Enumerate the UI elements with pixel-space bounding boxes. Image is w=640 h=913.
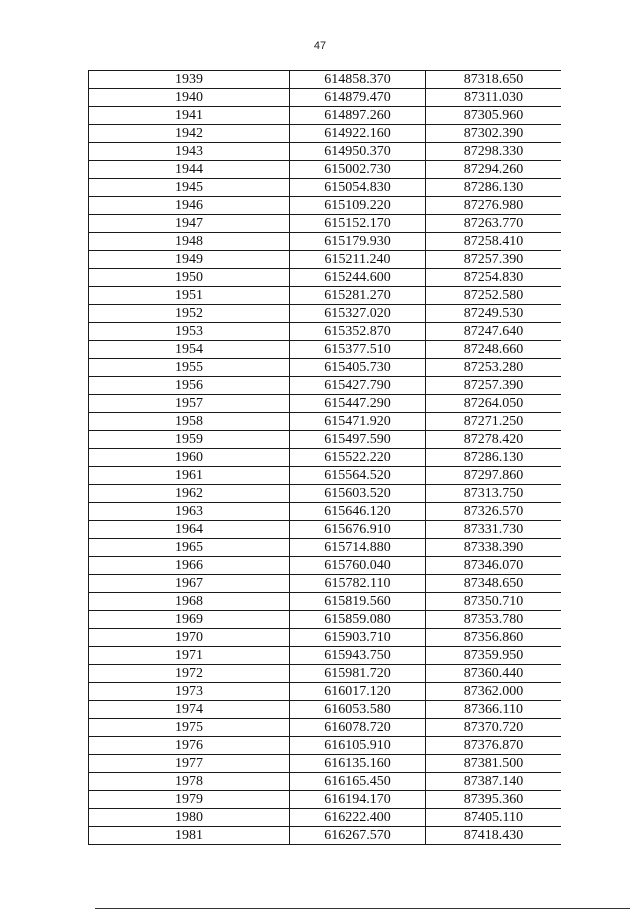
value-a-cell: 615281.270 [290,287,426,305]
value-a-cell: 615109.220 [290,197,426,215]
value-b-cell: 87350.710 [426,593,562,611]
table-row [89,287,562,305]
year-cell: 1980 [89,809,290,827]
year-cell: 1965 [89,539,290,557]
value-a-cell: 615981.720 [290,665,426,683]
year-cell: 1981 [89,827,290,845]
year-cell: 1978 [89,773,290,791]
year-cell: 1943 [89,143,290,161]
value-b-cell: 87258.410 [426,233,562,251]
table-row [89,413,562,431]
value-b-cell: 87370.720 [426,719,562,737]
value-a-cell: 615903.710 [290,629,426,647]
value-b-cell: 87353.780 [426,611,562,629]
year-cell: 1975 [89,719,290,737]
table-row [89,431,562,449]
value-a-cell: 615564.520 [290,467,426,485]
year-cell: 1966 [89,557,290,575]
table-row [89,701,562,719]
value-a-cell: 615782.110 [290,575,426,593]
table-row [89,341,562,359]
value-a-cell: 615497.590 [290,431,426,449]
value-a-cell: 616194.170 [290,791,426,809]
table-body [89,71,562,845]
value-a-cell: 615405.730 [290,359,426,377]
year-cell: 1972 [89,665,290,683]
value-b-cell: 87356.860 [426,629,562,647]
value-b-cell: 87249.530 [426,305,562,323]
value-b-cell: 87271.250 [426,413,562,431]
value-b-cell: 87360.440 [426,665,562,683]
value-b-cell: 87313.750 [426,485,562,503]
value-b-cell: 87346.070 [426,557,562,575]
table-row [89,593,562,611]
value-b-cell: 87302.390 [426,125,562,143]
table-row [89,215,562,233]
year-cell: 1940 [89,89,290,107]
year-cell: 1951 [89,287,290,305]
value-a-cell: 615054.830 [290,179,426,197]
value-a-cell: 614897.260 [290,107,426,125]
table-row [89,665,562,683]
value-a-cell: 616267.570 [290,827,426,845]
value-b-cell: 87257.390 [426,377,562,395]
table-row [89,755,562,773]
table-row [89,611,562,629]
value-a-cell: 615646.120 [290,503,426,521]
year-cell: 1955 [89,359,290,377]
year-cell: 1954 [89,341,290,359]
value-b-cell: 87257.390 [426,251,562,269]
value-a-cell: 615859.080 [290,611,426,629]
value-a-cell: 615943.750 [290,647,426,665]
value-a-cell: 616105.910 [290,737,426,755]
value-b-cell: 87326.570 [426,503,562,521]
table-row [89,629,562,647]
year-cell: 1945 [89,179,290,197]
year-cell: 1973 [89,683,290,701]
year-cell: 1946 [89,197,290,215]
table-row [89,197,562,215]
table-row [89,359,562,377]
table-row [89,647,562,665]
year-cell: 1971 [89,647,290,665]
value-b-cell: 87338.390 [426,539,562,557]
table-row [89,575,562,593]
year-cell: 1963 [89,503,290,521]
year-cell: 1957 [89,395,290,413]
value-a-cell: 616053.580 [290,701,426,719]
bottom-rule [95,908,630,909]
value-a-cell: 615447.290 [290,395,426,413]
year-cell: 1960 [89,449,290,467]
value-b-cell: 87252.580 [426,287,562,305]
table-row [89,503,562,521]
table-row [89,395,562,413]
value-a-cell: 615676.910 [290,521,426,539]
table-row [89,251,562,269]
year-cell: 1977 [89,755,290,773]
value-a-cell: 615714.880 [290,539,426,557]
year-cell: 1941 [89,107,290,125]
year-cell: 1967 [89,575,290,593]
table-row [89,683,562,701]
table-row [89,449,562,467]
value-b-cell: 87253.280 [426,359,562,377]
table-row [89,809,562,827]
year-cell: 1969 [89,611,290,629]
value-b-cell: 87366.110 [426,701,562,719]
page-number: 47 [313,40,327,52]
value-a-cell: 614879.470 [290,89,426,107]
table-row [89,737,562,755]
year-cell: 1968 [89,593,290,611]
year-cell: 1952 [89,305,290,323]
value-b-cell: 87276.980 [426,197,562,215]
value-a-cell: 616222.400 [290,809,426,827]
table-row [89,467,562,485]
value-a-cell: 615471.920 [290,413,426,431]
year-cell: 1961 [89,467,290,485]
value-b-cell: 87297.860 [426,467,562,485]
table-row [89,719,562,737]
value-a-cell: 615244.600 [290,269,426,287]
value-a-cell: 615377.510 [290,341,426,359]
year-cell: 1956 [89,377,290,395]
value-b-cell: 87294.260 [426,161,562,179]
value-a-cell: 615211.240 [290,251,426,269]
value-b-cell: 87418.430 [426,827,562,845]
table-row [89,521,562,539]
table-row [89,377,562,395]
value-a-cell: 615179.930 [290,233,426,251]
value-a-cell: 615522.220 [290,449,426,467]
table-row [89,791,562,809]
value-b-cell: 87298.330 [426,143,562,161]
value-b-cell: 87305.960 [426,107,562,125]
table-row [89,305,562,323]
value-a-cell: 615352.870 [290,323,426,341]
year-cell: 1959 [89,431,290,449]
value-a-cell: 615819.560 [290,593,426,611]
value-a-cell: 615002.730 [290,161,426,179]
table-row [89,71,562,89]
table-row [89,179,562,197]
value-b-cell: 87362.000 [426,683,562,701]
value-b-cell: 87254.830 [426,269,562,287]
value-b-cell: 87318.650 [426,71,562,89]
year-cell: 1947 [89,215,290,233]
value-a-cell: 615327.020 [290,305,426,323]
value-b-cell: 87405.110 [426,809,562,827]
value-a-cell: 616135.160 [290,755,426,773]
table-row [89,827,562,845]
year-cell: 1979 [89,791,290,809]
value-b-cell: 87381.500 [426,755,562,773]
value-a-cell: 615427.790 [290,377,426,395]
table-row [89,773,562,791]
table-row [89,233,562,251]
year-cell: 1958 [89,413,290,431]
year-cell: 1944 [89,161,290,179]
value-b-cell: 87311.030 [426,89,562,107]
value-a-cell: 614950.370 [290,143,426,161]
table-row [89,107,562,125]
data-table [88,70,558,845]
value-a-cell: 615760.040 [290,557,426,575]
value-b-cell: 87286.130 [426,449,562,467]
table-row [89,143,562,161]
value-b-cell: 87278.420 [426,431,562,449]
value-a-cell: 614922.160 [290,125,426,143]
value-b-cell: 87264.050 [426,395,562,413]
value-a-cell: 615152.170 [290,215,426,233]
value-b-cell: 87286.130 [426,179,562,197]
value-b-cell: 87387.140 [426,773,562,791]
value-a-cell: 615603.520 [290,485,426,503]
value-b-cell: 87248.660 [426,341,562,359]
year-cell: 1953 [89,323,290,341]
value-b-cell: 87395.360 [426,791,562,809]
year-cell: 1948 [89,233,290,251]
year-cell: 1942 [89,125,290,143]
table-row [89,323,562,341]
year-cell: 1950 [89,269,290,287]
value-b-cell: 87348.650 [426,575,562,593]
year-cell: 1939 [89,71,290,89]
year-cell: 1970 [89,629,290,647]
year-cell: 1976 [89,737,290,755]
value-a-cell: 614858.370 [290,71,426,89]
value-b-cell: 87331.730 [426,521,562,539]
value-b-cell: 87263.770 [426,215,562,233]
year-cell: 1964 [89,521,290,539]
year-cell: 1962 [89,485,290,503]
year-cell: 1949 [89,251,290,269]
table-row [89,485,562,503]
table-row [89,557,562,575]
value-b-cell: 87247.640 [426,323,562,341]
table-row [89,269,562,287]
value-a-cell: 616078.720 [290,719,426,737]
value-a-cell: 616017.120 [290,683,426,701]
value-b-cell: 87359.950 [426,647,562,665]
table-row [89,539,562,557]
table-row [89,161,562,179]
year-cell: 1974 [89,701,290,719]
value-b-cell: 87376.870 [426,737,562,755]
value-a-cell: 616165.450 [290,773,426,791]
table-row [89,125,562,143]
table-row [89,89,562,107]
